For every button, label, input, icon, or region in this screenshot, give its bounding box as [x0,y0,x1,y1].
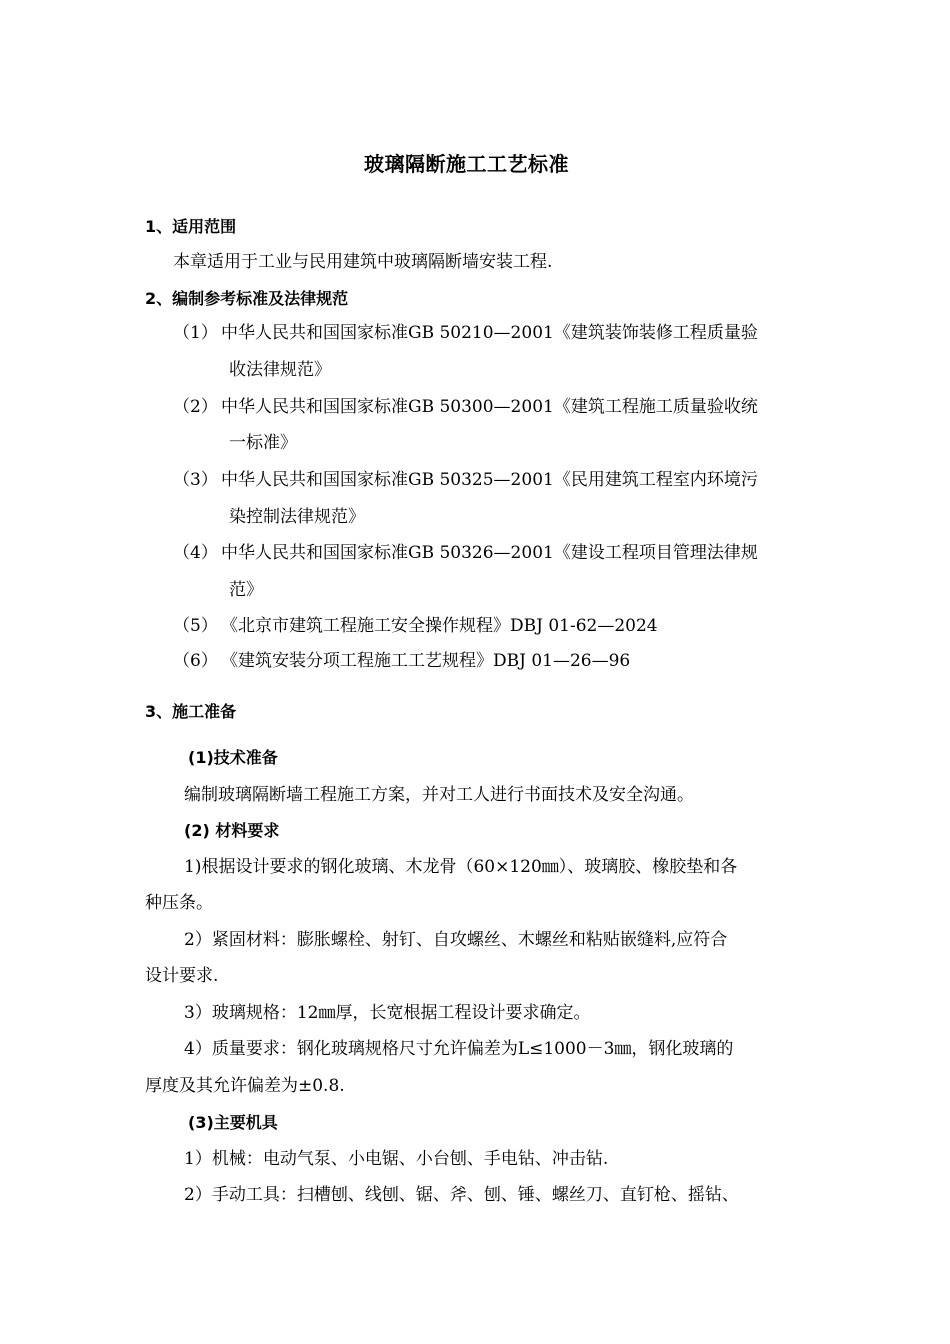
materials-item-4: 4）质量要求：钢化玻璃规格尺寸允许偏差为L≤1000－3㎜，钢化玻璃的 [184,1039,734,1059]
section-1-heading: 1、适用范围 [145,217,237,236]
standard-item-6 [173,650,630,672]
tools-heading: (3)主要机具 [188,1113,278,1132]
item-text: 中华人民共和国国家标准GB 50325—2001《民用建筑工程室内环境污 [221,470,758,490]
item-text: 中华人民共和国国家标准GB 50326—2001《建设工程项目管理法律规 [221,543,758,563]
item-number: （6） [173,651,218,671]
tools-item-2: 2）手动工具：扫槽刨、线刨、锯、斧、刨、锤、螺丝刀、直钉枪、摇钻、 [184,1185,739,1205]
item-number: （2） [173,397,218,417]
tech-prep-heading: (1)技术准备 [188,748,278,767]
item-text: 中华人民共和国国家标准GB 50300—2001《建筑工程施工质量验收统 [221,397,758,417]
standard-item-2-cont: 一标准》 [229,433,297,453]
item-number: （3） [173,470,218,490]
materials-item-2-cont: 设计要求. [145,966,219,986]
standard-item-5 [173,615,658,637]
standard-item-4-cont: 范》 [229,580,263,600]
section-3-heading: 3、施工准备 [145,702,237,721]
section-1-body: 本章适用于工业与民用建筑中玻璃隔断墙安装工程. [173,252,553,272]
item-text: 《北京市建筑工程施工安全操作规程》DBJ 01-62—2024 [221,616,658,636]
standard-item-3 [173,469,758,491]
materials-item-1: 1)根据设计要求的钢化玻璃、木龙骨（60×120㎜）、玻璃胶、橡胶垫和各 [184,857,738,877]
item-number: （1） [173,323,218,343]
item-text: 《建筑安装分项工程施工工艺规程》DBJ 01—26—96 [221,651,631,671]
tech-prep-body: 编制玻璃隔断墙工程施工方案，并对工人进行书面技术及安全沟通。 [184,785,694,805]
materials-item-2: 2）紧固材料：膨胀螺栓、射钉、自攻螺丝、木螺丝和粘贴嵌缝料,应符合 [184,930,728,950]
standard-item-3-cont: 染控制法律规范》 [229,507,365,527]
standard-item-4 [173,542,758,564]
standard-item-1 [173,322,758,344]
materials-item-1-cont: 种压条。 [145,893,213,913]
item-number: （5） [173,616,218,636]
document-title: 玻璃隔断施工工艺标准 [364,152,569,176]
item-number: （4） [173,543,218,563]
standard-item-2 [173,396,758,418]
materials-heading: (2) 材料要求 [184,821,280,840]
tools-item-1: 1）机械：电动气泵、小电锯、小台刨、手电钻、冲击钻. [184,1149,609,1169]
section-2-heading: 2、编制参考标准及法律规范 [145,289,349,308]
item-text: 中华人民共和国国家标准GB 50210—2001《建筑装饰装修工程质量验 [221,323,758,343]
materials-item-4-cont: 厚度及其允许偏差为±0.8. [145,1076,345,1096]
standard-item-1-cont: 收法律规范》 [229,360,331,380]
materials-item-3: 3）玻璃规格：12㎜厚，长宽根据工程设计要求确定。 [184,1003,591,1023]
